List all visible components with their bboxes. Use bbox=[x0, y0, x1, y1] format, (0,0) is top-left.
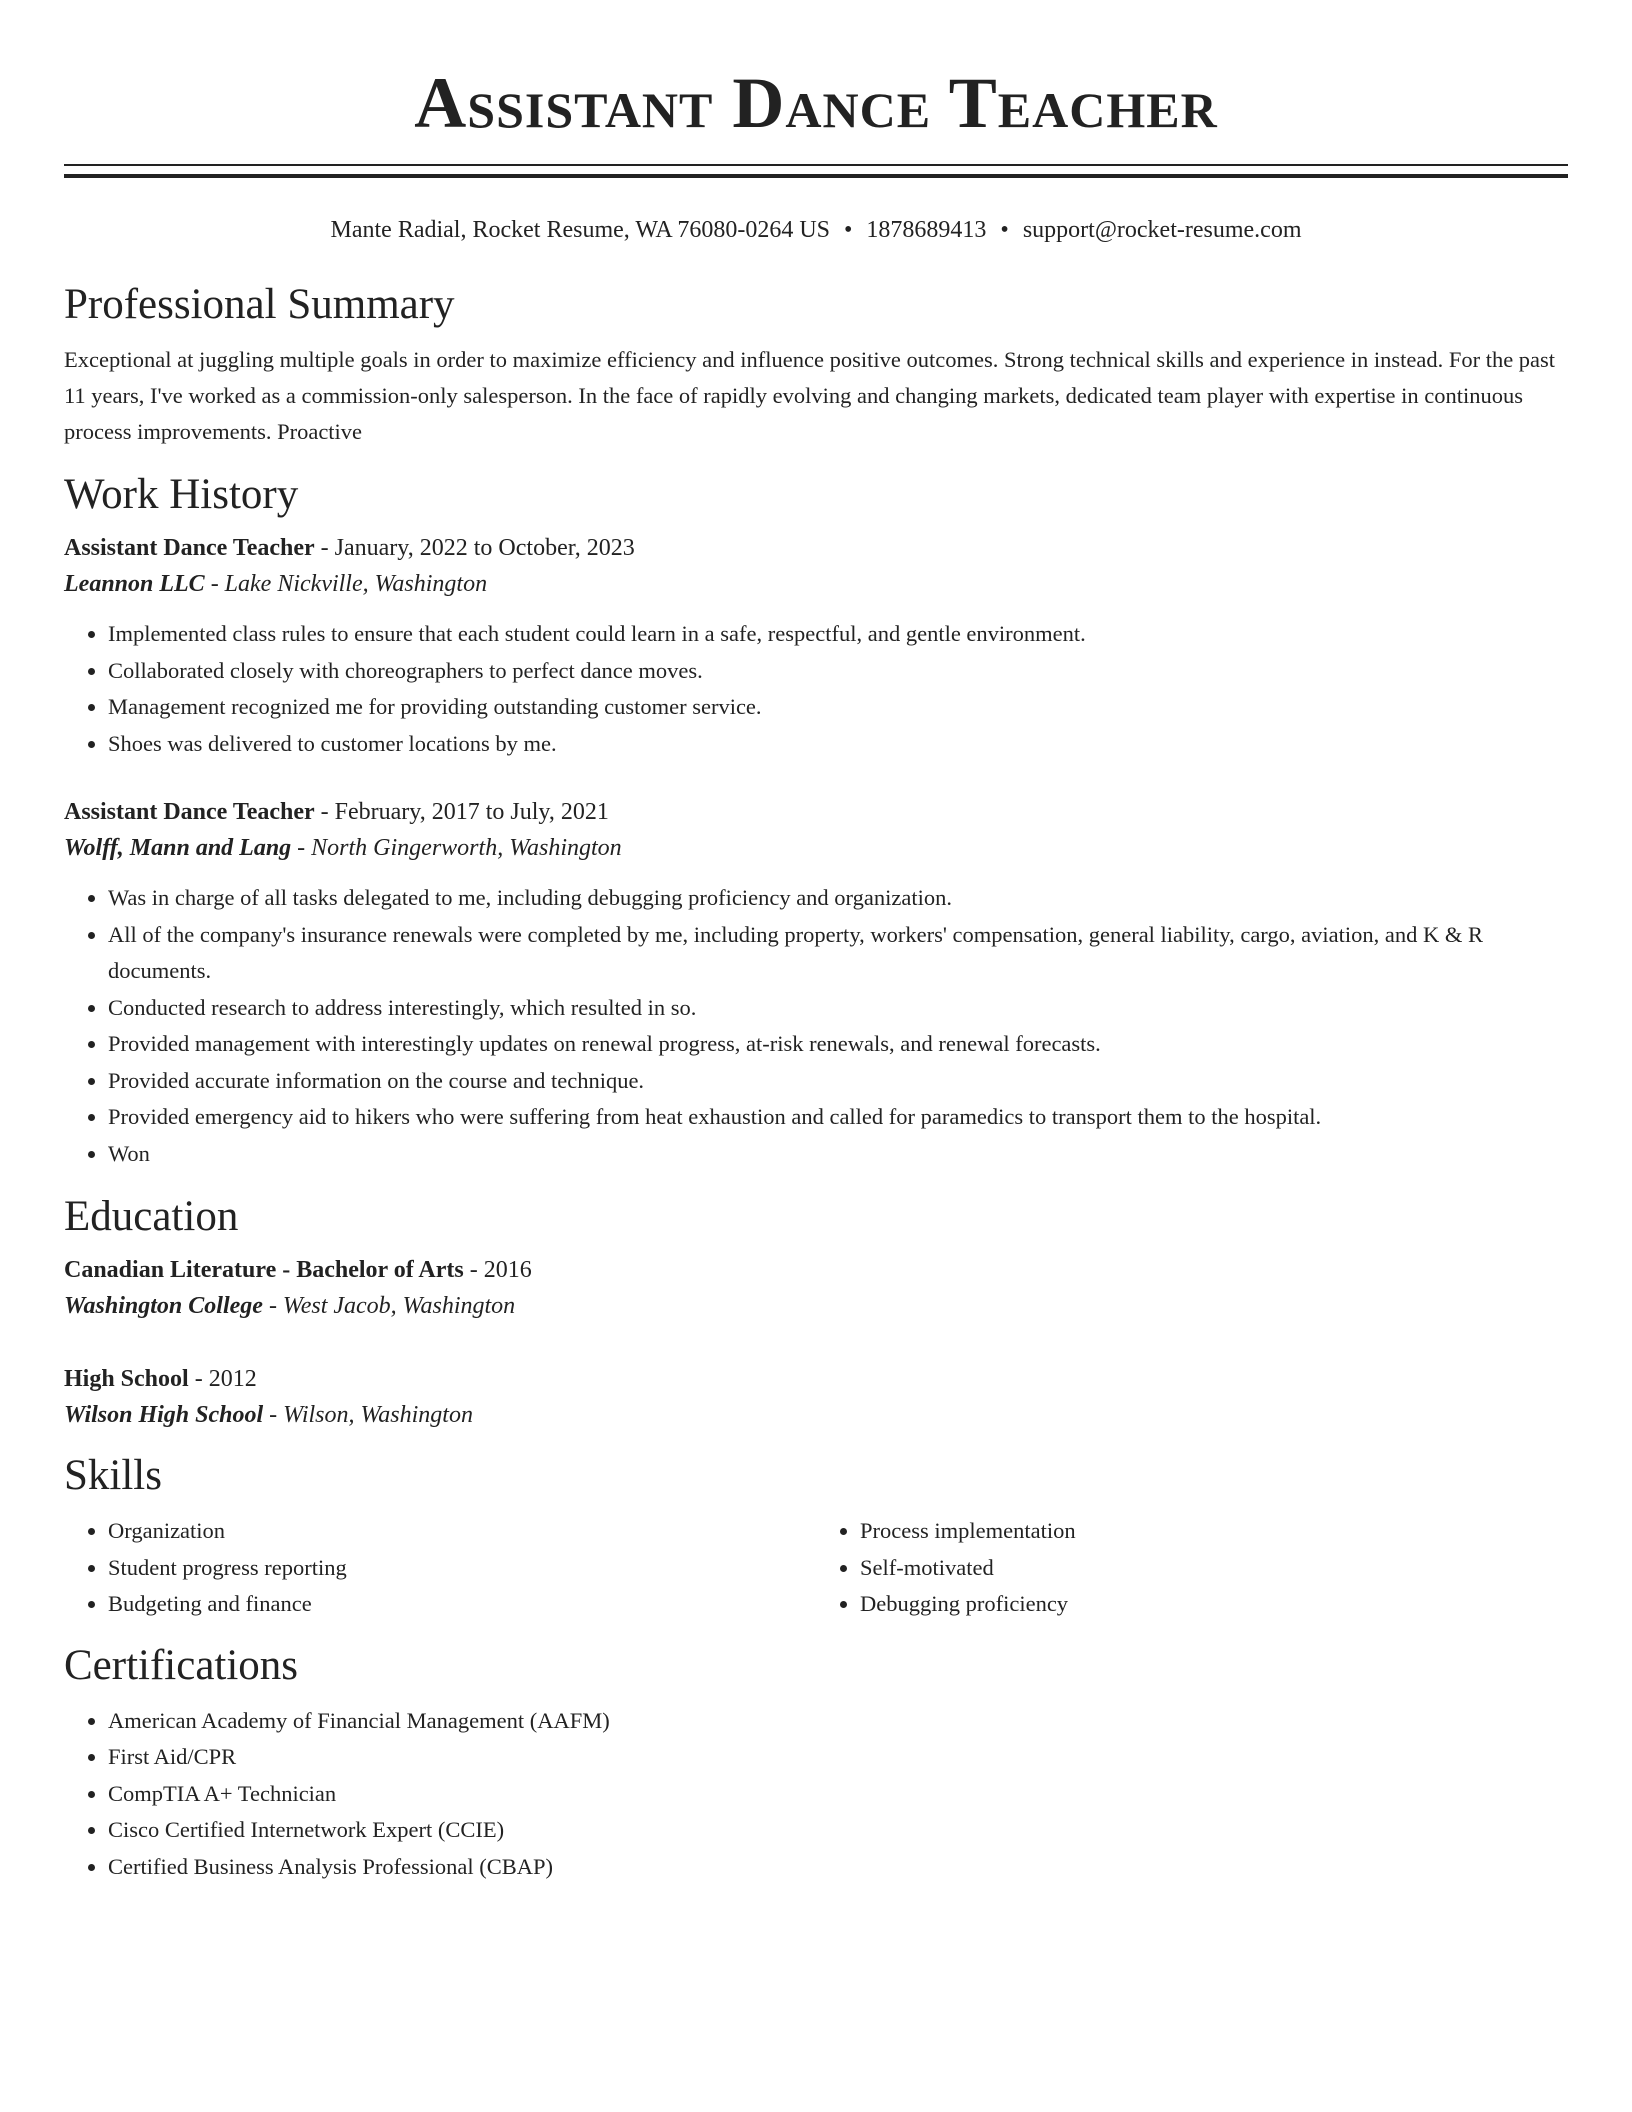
skill-item: • Budgeting and finance bbox=[108, 1586, 816, 1623]
skills-heading: Skills bbox=[64, 1452, 162, 1499]
education-degree: High School bbox=[64, 1366, 189, 1392]
job-title: Assistant Dance Teacher bbox=[64, 535, 315, 561]
job-location: - North Gingerworth, Washington bbox=[291, 835, 622, 861]
title-divider bbox=[64, 164, 1568, 178]
contact-email: support@rocket-resume.com bbox=[1022, 217, 1302, 243]
certification-item: • CompTIA A+ Technician bbox=[108, 1776, 1568, 1813]
education-degree: Canadian Literature - Bachelor of Arts bbox=[64, 1257, 464, 1283]
contact-separator: • bbox=[844, 217, 853, 243]
list-item: • Conducted research to address interestingly, which resulted in so. bbox=[108, 990, 1568, 1027]
list-item: • Collaborated closely with choreographers to perfect dance moves. bbox=[108, 653, 1568, 690]
education-heading: Education bbox=[64, 1193, 239, 1240]
certification-item: • Certified Business Analysis Professional (CBAP) bbox=[108, 1849, 1568, 1886]
job-company: Leannon LLC bbox=[64, 571, 205, 597]
work-history-heading: Work History bbox=[64, 471, 299, 518]
contact-phone: 1878689413 bbox=[866, 217, 987, 243]
contact-line bbox=[64, 214, 1568, 246]
education-year: - 2016 bbox=[463, 1257, 532, 1283]
job-title-line bbox=[64, 530, 1568, 566]
education-year: - 2012 bbox=[188, 1366, 257, 1392]
skill-item: • Process implementation bbox=[860, 1513, 1568, 1550]
job-title-line bbox=[64, 794, 1568, 830]
certification-item: • American Academy of Financial Management (AAFM) bbox=[108, 1703, 1568, 1740]
skills-list-right bbox=[816, 1513, 1568, 1623]
skill-item: • Organization bbox=[108, 1513, 816, 1550]
education-school: Wilson High School bbox=[64, 1402, 264, 1428]
job-entry bbox=[64, 530, 1568, 762]
skill-item: • Debugging proficiency bbox=[860, 1586, 1568, 1623]
certification-item: • First Aid/CPR bbox=[108, 1739, 1568, 1776]
certification-item: • Cisco Certified Internetwork Expert (CCIE) bbox=[108, 1812, 1568, 1849]
education-degree-line bbox=[64, 1252, 1568, 1288]
education-location: - Wilson, Washington bbox=[263, 1402, 473, 1428]
list-item: • Provided management with interestingly updates on renewal progress, at-risk renewals, and renewal forecasts. bbox=[108, 1026, 1568, 1063]
job-bullets bbox=[64, 880, 1568, 1172]
job-company-line bbox=[64, 566, 1568, 602]
skill-item: • Student progress reporting bbox=[108, 1550, 816, 1587]
education-entry bbox=[64, 1361, 1568, 1433]
skill-item: • Self-motivated bbox=[860, 1550, 1568, 1587]
certifications-heading: Certifications bbox=[64, 1641, 299, 1689]
list-item: • Provided emergency aid to hikers who were suffering from heat exhaustion and called for paramedics to transport them to the hospital. bbox=[108, 1099, 1568, 1136]
education-degree-line bbox=[64, 1361, 1568, 1397]
skills-list-left bbox=[64, 1513, 816, 1623]
list-item: • Was in charge of all tasks delegated to me, including debugging proficiency and organization. bbox=[108, 880, 1568, 917]
contact-separator: • bbox=[1000, 217, 1009, 243]
job-title: Assistant Dance Teacher bbox=[64, 799, 315, 825]
job-bullets bbox=[64, 616, 1568, 762]
contact-address: Mante Radial, Rocket Resume, WA 76080-0264 US bbox=[330, 217, 830, 243]
job-company-line bbox=[64, 830, 1568, 866]
page-title: Assistant Dance Teacher bbox=[414, 63, 1218, 143]
list-item: • Management recognized me for providing outstanding customer service. bbox=[108, 689, 1568, 726]
education-location: - West Jacob, Washington bbox=[262, 1293, 516, 1319]
education-school-line bbox=[64, 1397, 1568, 1433]
list-item: • Implemented class rules to ensure that each student could learn in a safe, respectful, and gentle environment. bbox=[108, 616, 1568, 653]
list-item: • All of the company's insurance renewals were completed by me, including property, workers' compensation, general liability, cargo, aviation, and K & R documents. bbox=[108, 917, 1568, 990]
job-dates: - January, 2022 to October, 2023 bbox=[314, 535, 635, 561]
summary-text: Exceptional at juggling multiple goals in order to maximize efficiency and influence positive outcomes. Strong technical skills and experience in instead. For the past 11 years, I've worked as a commission-only salesperson. In the face of rapidly evolving and changing markets, dedicated team player with expertise in continuous process improvements. Proactive bbox=[64, 347, 1556, 444]
certifications-list bbox=[64, 1703, 1568, 1886]
summary-heading: Professional Summary bbox=[64, 281, 455, 328]
job-location: - Lake Nickville, Washington bbox=[204, 571, 488, 597]
list-item: • Provided accurate information on the course and technique. bbox=[108, 1063, 1568, 1100]
job-entry bbox=[64, 794, 1568, 1172]
education-school-line bbox=[64, 1288, 1568, 1324]
education-school: Washington College bbox=[64, 1293, 263, 1319]
education-entry bbox=[64, 1252, 1568, 1324]
list-item: • Shoes was delivered to customer locations by me. bbox=[108, 726, 1568, 763]
skills-columns bbox=[64, 1513, 1568, 1623]
job-dates: - February, 2017 to July, 2021 bbox=[314, 799, 609, 825]
job-company: Wolff, Mann and Lang bbox=[64, 835, 292, 861]
list-item: • Won bbox=[108, 1136, 1568, 1173]
